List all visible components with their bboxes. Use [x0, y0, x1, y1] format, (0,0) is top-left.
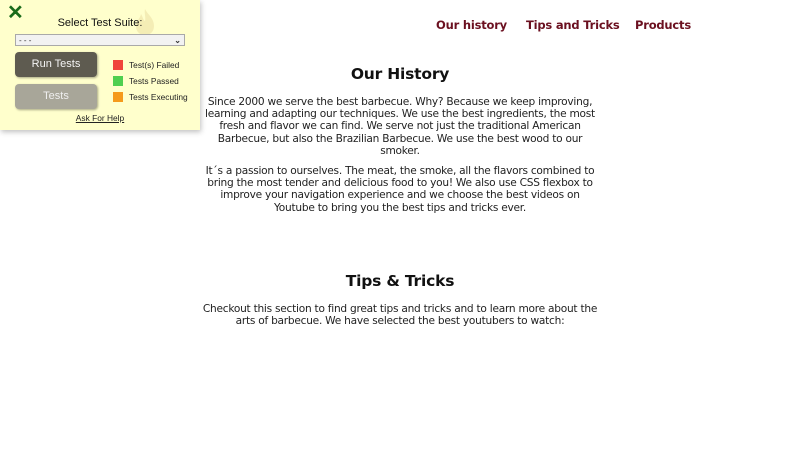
legend-item-failed — [113, 57, 188, 73]
history-paragraph-2: It´s a passion to ourselves. The meat, the smoke, all the flavors combined to bring the most tender and delicious food to you! We also use CSS flexbox to improve your navigation experience and we choose the best videos on Youtube to bring you the best tips and tricks ever. — [205, 165, 595, 214]
tips-section — [200, 269, 600, 327]
passed-swatch-icon — [113, 76, 123, 86]
ask-for-help-link[interactable]: Ask For Help — [75, 113, 125, 123]
legend-item-executing — [113, 89, 188, 105]
nav-link-our-history[interactable]: Our history — [436, 18, 507, 32]
test-panel — [0, 0, 200, 130]
history-title: Our History — [350, 65, 450, 83]
legend-item-passed — [113, 73, 188, 89]
legend-label-passed: Tests Passed — [129, 76, 179, 86]
tips-title: Tips & Tricks — [345, 272, 455, 290]
legend-label-failed: Test(s) Failed — [129, 60, 180, 70]
executing-swatch-icon — [113, 92, 123, 102]
chevron-down-icon: ⌄ — [174, 36, 181, 45]
select-test-suite-label: Select Test Suite: — [57, 17, 143, 29]
main-content — [200, 62, 600, 328]
history-section — [200, 62, 600, 214]
nav-link-tips-and-tricks[interactable]: Tips and Tricks — [526, 18, 620, 32]
nav-link-products[interactable]: Products — [635, 18, 691, 32]
close-x-icon[interactable]: ✕ — [7, 2, 24, 24]
test-status-legend — [113, 57, 188, 105]
failed-swatch-icon — [113, 60, 123, 70]
tips-paragraph: Checkout this section to find great tips and tricks and to learn more about the arts of barbecue. We have selected the best youtubers to watch: — [202, 303, 598, 328]
test-suite-selected-value: - - - — [19, 36, 32, 45]
test-suite-select[interactable] — [15, 34, 185, 46]
legend-label-executing: Tests Executing — [129, 92, 188, 102]
run-tests-button[interactable]: Run Tests — [15, 52, 97, 77]
tests-button[interactable]: Tests — [15, 84, 97, 109]
history-paragraph-1: Since 2000 we serve the best barbecue. Why? Because we keep improving, learning and adapting our techniques. We use the best ingredients, the most fresh and flavor we can find. We serve not just the traditional American Barbecue, but also the Brazilian Barbecue. We use the best wood to our smoker. — [205, 96, 595, 157]
